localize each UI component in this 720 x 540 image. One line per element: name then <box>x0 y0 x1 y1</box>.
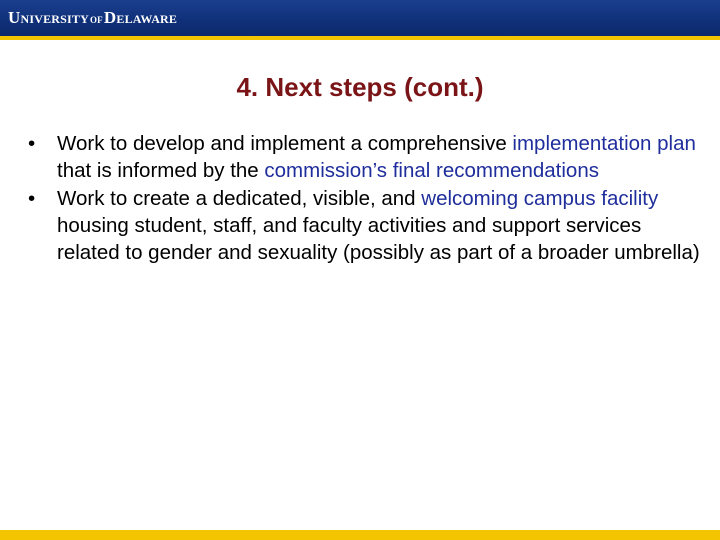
bullet-item <box>24 130 700 184</box>
bullet-dot: • <box>28 132 36 155</box>
university-logo <box>8 8 177 30</box>
bullet-text-segment: Work to develop and implement a comprehensive <box>57 132 513 155</box>
header-gold-stripe <box>0 36 720 40</box>
bullet-highlight: welcoming campus facility <box>421 187 659 210</box>
slide-title: 4. Next steps (cont.) <box>236 72 484 102</box>
bullet-text-segment: housing student, staff, and faculty activities and support services related to gender and sexuality (possibly as part of a broader umbrella) <box>57 214 700 264</box>
logo-letter-u: U <box>8 8 21 27</box>
bullet-item <box>24 185 700 266</box>
bullet-text-segment: Work to create a dedicated, visible, and <box>57 187 422 210</box>
bullet-text-segment: that is informed by the <box>57 159 265 182</box>
header-bar <box>0 0 720 36</box>
bullet-dot: • <box>28 187 36 210</box>
bullet-text <box>57 130 700 184</box>
footer-gold-stripe <box>0 530 720 540</box>
bullet-text <box>57 185 700 266</box>
logo-letter-d: D <box>103 8 117 27</box>
logo-of: OF <box>89 15 103 25</box>
bullet-highlight: implementation plan <box>512 132 696 155</box>
logo-elaware: ELAWARE <box>116 12 178 26</box>
bullet-highlight: commission’s final recommendations <box>264 159 599 182</box>
logo-niversity: NIVERSITY <box>20 12 89 26</box>
bullet-list <box>24 130 700 267</box>
